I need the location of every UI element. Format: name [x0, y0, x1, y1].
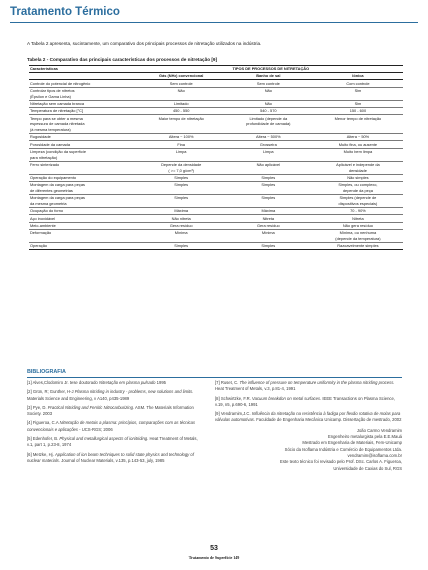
table-row: [29, 229, 403, 242]
table-cell: Não: [224, 87, 313, 100]
table-row: [29, 161, 403, 174]
table-cell: Sim: [313, 87, 403, 100]
table-cell: Nitretação sem camada branca: [29, 100, 139, 107]
comparison-table: [29, 65, 403, 250]
author-line: Engenheiro metalurgista pela E.E.Mauá: [327, 434, 402, 440]
bibliography-right-column: [215, 380, 402, 472]
table-row: [29, 87, 403, 100]
author-block: [215, 428, 402, 472]
table-row: [29, 148, 403, 161]
table-cell: Não: [139, 87, 224, 100]
table-cell: Limpa: [224, 148, 313, 161]
bibliography-reference: [3] Pye, D. Practical Nitriding and Ferritic Nitrocarburizing. ASM. The Materials Information Society. 2003: [27, 404, 194, 417]
table-cell: Com controle: [346, 80, 370, 86]
table-cell: Meio-ambiente: [29, 222, 139, 229]
table-caption: Tabela 2 - Comparativo das principais características dos processos de nitretação [9]: [27, 57, 218, 62]
table-cell: Menor tempo de nitretação: [313, 115, 403, 134]
author-line: vendramim@isoflama.com.br: [347, 452, 402, 458]
table-cell: Simples: [224, 174, 313, 181]
table-cell: Aço inoxidável: [29, 215, 139, 222]
table-cell: Operação do equipamento: [29, 174, 139, 181]
table-cell: Mínima: [224, 229, 313, 242]
table-cell: Aplicável e independe da densidade: [313, 161, 403, 174]
table-cell: Simples: [224, 194, 313, 207]
table-row: [29, 207, 403, 214]
table-cell: Altera ~ 500%: [224, 133, 313, 140]
table-cell: Ferro sinterizado: [29, 161, 139, 174]
table-cell: Ocupação do forno: [29, 207, 139, 214]
publication-name: Tratamento de Superfície 149: [188, 555, 240, 560]
table-cell: Máxima: [139, 207, 224, 214]
bibliography-reference: [1] Alves,Clodomiro Jr. tese doutorado Nitretação em plasma pulsado 1995: [27, 380, 166, 385]
table-cell: Razoavelmente simples: [313, 242, 403, 249]
table-cell: Montagem da carga para peças da mesma geometria: [29, 194, 139, 207]
table-cell: Controle do potencial de nitrogênio: [30, 80, 91, 86]
table-cell: Não simples: [313, 174, 403, 181]
table-cell: Simples: [139, 174, 224, 181]
intro-paragraph: A Tabela 2 apresenta, sucintamente, um comparativo dos principais processos de nitretação utilizados na indústria.: [27, 41, 262, 46]
author-line: João Carmo Vendramim: [356, 427, 402, 433]
table-cell: Altera ~ 50%: [313, 133, 403, 140]
bibliography-reference: [8] Schwirtzke, F.R. Vacuum breakdon on metal surfaces. IEEE Transactions on Plasma Science, v.19, n5, p.690-6, 1991: [215, 395, 396, 407]
table-cell: Controlar tipos de nitretos (Épsilon e Gama Linha): [29, 87, 139, 100]
bibliography-reference: [7] Ruset, C. The influence of pressure on temperature uniformity in the plasma nitriding process. Heat Treatment of Metals, v.3, p.81-4, 1991: [215, 380, 395, 392]
table-cell: Maior tempo de nitretação: [139, 115, 224, 134]
table-cell: Deformação: [29, 229, 139, 242]
author-line: Mestrado em Engenharia de Materiais, Fem-Unicamp: [302, 440, 402, 446]
bibliography-reference: [5] Edenhofer, B. Physical and metallurgical aspects of ionitriding. Heat Treatment of Metals, v.1, part 1, p.23-8, 1974: [27, 436, 198, 448]
col-header-gas: Gás (NH3) convencional: [139, 72, 224, 80]
author-line: Este texto técnico foi revisado pelo Prof. DSc. Carlos A. Figueroa,: [280, 459, 402, 465]
table-cell: Máxima: [224, 207, 313, 214]
table-cell: Porosidade da camada: [29, 141, 139, 148]
table-cell: Nitreta: [313, 215, 403, 222]
table-cell: Não aplicável: [224, 161, 313, 174]
table-cell: Limitado (depende da profundidade de camada): [224, 115, 313, 134]
table-row: [29, 242, 403, 249]
table-row: [29, 181, 403, 194]
table-cell: Não nitreta: [139, 215, 224, 222]
table-cell: Simples: [139, 194, 224, 207]
table-cell: 150 - 600: [313, 107, 403, 114]
table-row: [29, 107, 403, 114]
table-row: [29, 115, 403, 134]
table-cell: Simples: [139, 181, 224, 194]
author-line: Sócio da Isoflama Indústria e Comércio de Equipamentos Ltda.: [284, 446, 402, 452]
table-cell: 70 - 90%: [313, 207, 403, 214]
bibliography-divider: [27, 377, 402, 378]
table-cell: Muito fina, ou ausente: [313, 141, 403, 148]
table-cell: Simples: [224, 242, 313, 249]
table-cell: Sim: [313, 100, 403, 107]
table-cell: Não: [224, 100, 313, 107]
table-cell: Simples, ou complexo, depende da peça: [313, 181, 403, 194]
bibliography-reference: [6] Metzke, Hj. Application of ion beam techniques to solid state physics and technology of nuclear materials. Journal of Nuclear Materials, v.135, p.143-53, july, 1985: [27, 451, 194, 463]
table-row: [29, 133, 403, 140]
table-row: [29, 215, 403, 222]
table-cell: Muito bem limpa: [313, 148, 403, 161]
table-subheader-row: [29, 72, 403, 80]
table-row: [29, 100, 403, 107]
table-row: [29, 222, 403, 229]
table-cell: Nitreta: [224, 215, 313, 222]
table-cell: Rugosidade: [29, 133, 139, 140]
table-cell: Limitado: [139, 100, 224, 107]
table-cell: Depende da densidade ( >= 7,0 g/cm³): [139, 161, 224, 174]
table-cell: Simples (depende de dispositivos especiais): [313, 194, 403, 207]
section-title: Tratamento Térmico: [10, 6, 120, 18]
title-divider: [10, 22, 418, 23]
table-cell: Gera resíduo: [224, 222, 313, 229]
table-cell: Gera resíduo: [139, 222, 224, 229]
table-cell: Grosseira: [224, 141, 313, 148]
table-cell: Sem controle: [256, 80, 280, 86]
bibliography-title: BIBLIOGRAFIA: [27, 369, 66, 375]
table-cell: 540 - 570: [224, 107, 313, 114]
bibliography-reference: [2] Grün, R; Gunther, H-J Plasma nitriding in industry - problems, new solutions and limits. Materials Science and Engineering, v A140, p435-1989: [27, 389, 194, 401]
bibliography-reference: [9] Vendramim,J.C. Influência da nitretação na resistência à fadiga por flexão rotativa de molas para válvulas automotivas. Faculdade de Engenharia Mecânica Unicamp. Dissertação de mestrado, 2002: [215, 411, 402, 423]
table-cell: Sem controle: [169, 80, 193, 86]
table-cell: Simples: [224, 181, 313, 194]
table-cell: Operação: [29, 242, 139, 249]
table-cell: Limpa: [139, 148, 224, 161]
table-header-row: [29, 66, 403, 73]
table-cell: Altera ~ 100%: [139, 133, 224, 140]
table-cell: 450 - 550: [139, 107, 224, 114]
col-header-ionic: Iônica: [313, 72, 403, 80]
table-row: [29, 174, 403, 181]
table-cell: Simples: [139, 242, 224, 249]
table-row: [29, 194, 403, 207]
table-cell: Fina: [139, 141, 224, 148]
table-cell: Tempo para se obter a mesma espessura de camada nitretada (à mesma temperatura): [29, 115, 139, 134]
table-cell: Não gera resíduo: [313, 222, 403, 229]
col-header-characteristics: Características: [29, 66, 139, 73]
table-cell: Mínima: [139, 229, 224, 242]
table-cell: Limpeza (condição da superfície para nitretação): [29, 148, 139, 161]
table-row: [29, 80, 403, 87]
bibliography-reference: [4] Figueroa, C.A Nitretação de metais a plasma: princípios, comparações com as técnicas convencionais e aplicações - UCS-RGS; 2006: [27, 420, 196, 432]
table-cell: Mínima, ou nenhuma (depende da temperatura): [313, 229, 403, 242]
table-row: [29, 141, 403, 148]
page-number: 53: [210, 545, 218, 552]
table-cell: Temperatura de nitretação [°C]: [29, 107, 139, 114]
author-line: Universidade de Caxias do Sul, RGS: [333, 465, 402, 471]
col-header-salt-bath: Banho de sal: [224, 72, 313, 80]
table-cell: Montagem da carga para peças de diferentes geometrias: [29, 181, 139, 194]
bibliography-left-column: [27, 380, 205, 467]
col-group-header: TIPOS DE PROCESSOS DE NITRETAÇÃO: [139, 66, 403, 73]
